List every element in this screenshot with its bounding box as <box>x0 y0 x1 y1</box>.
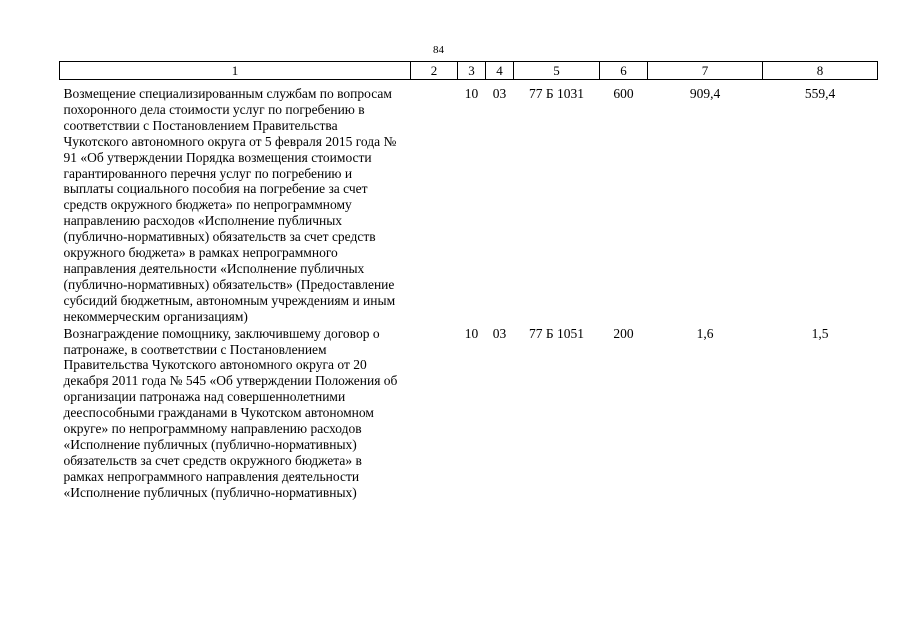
table-row <box>60 80 878 325</box>
row-col-3: 10 <box>464 325 479 341</box>
row-col-6: 200 <box>613 325 634 341</box>
row-col-5: 77 Б 1031 <box>528 86 584 101</box>
header-col-8: 8 <box>763 62 878 80</box>
header-col-5: 5 <box>514 62 600 80</box>
row-col-2 <box>411 80 458 325</box>
row-description: Возмещение специализированным службам по вопросам похоронного дела стоимости услуг по погребению в соответствии с Постановлением Правительства Чукотского автономного округа от 5 февраля 2015 года № 91 «Об утверждении Порядка возмещения стоимости гарантированного перечня услуг по погребению и выплаты социального пособия на погребение за счет средств окружного бюджета» по непрограммному направлению расходов «Исполнение публичных (публично-нормативных) обязательств за счет средств окружного бюджета» в рамках непрограммного направления деятельности «Исполнение публичных (публично-нормативных) обязательств» (Предоставление субсидий бюджетным, автономным учреждениям и иным некоммерческим организациям) <box>63 86 397 324</box>
page-number: 84 <box>433 44 444 56</box>
header-col-7: 7 <box>648 62 763 80</box>
header-row <box>60 62 878 80</box>
header-col-4: 4 <box>486 62 514 80</box>
row-col-4: 03 <box>492 325 507 341</box>
row-col-6: 600 <box>613 86 634 101</box>
row-col-8: 559,4 <box>804 86 836 101</box>
row-col-3: 10 <box>464 86 479 101</box>
header-col-1: 1 <box>60 62 411 80</box>
header-col-3: 3 <box>458 62 486 80</box>
header-col-2: 2 <box>411 62 458 80</box>
row-col-2 <box>411 325 458 501</box>
table-row <box>60 325 878 501</box>
row-col-7: 1,6 <box>696 325 714 341</box>
row-col-8: 1,5 <box>811 325 829 341</box>
row-description: Вознаграждение помощнику, заключившему договор о патронаже, в соответствии с Постановлением Правительства Чукотского автономного округа от 20 декабря 2011 года № 545 «Об утверждении Положения об организации патронажа над совершеннолетними дееспособными гражданами в Чукотском автономном округе» по непрограммному направлению расходов «Исполнение публичных (публично-нормативных) обязательств за счет средств окружного бюджета» в рамках непрограммного направления деятельности «Исполнение публичных (публично-нормативных) <box>63 325 398 500</box>
row-col-4: 03 <box>492 86 507 101</box>
row-col-7: 909,4 <box>689 86 721 101</box>
row-col-5: 77 Б 1051 <box>528 325 584 341</box>
header-col-6: 6 <box>600 62 648 80</box>
budget-table <box>59 61 878 501</box>
